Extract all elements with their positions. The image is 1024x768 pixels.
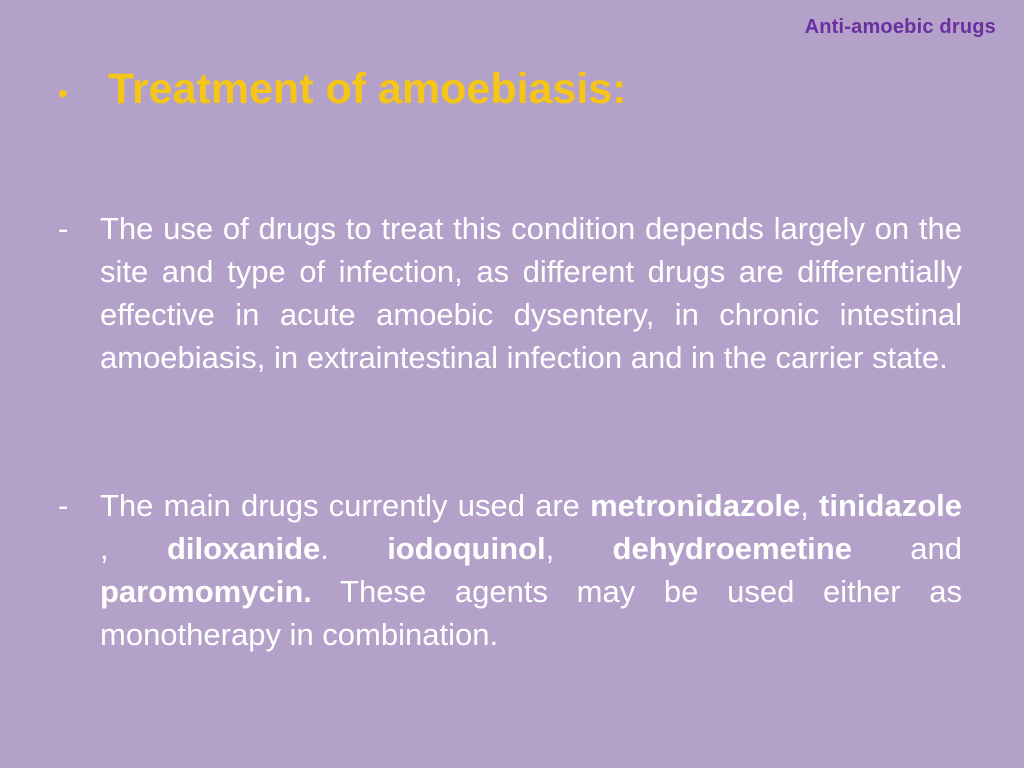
dash-marker: - bbox=[58, 211, 69, 246]
header-tag: Anti-amoebic drugs bbox=[804, 16, 996, 38]
dash-marker: - bbox=[58, 488, 69, 523]
text-run: , bbox=[545, 531, 613, 566]
drug-name-iodoquinol: iodoquinol bbox=[387, 531, 546, 566]
title-row bbox=[58, 66, 627, 113]
slide-title: Treatment of amoebiasis: bbox=[108, 65, 627, 113]
drug-name-dehydroemetine: dehydroemetine bbox=[612, 531, 852, 566]
bullet-icon: • bbox=[58, 78, 68, 109]
drug-name-tinidazole: tinidazole bbox=[819, 488, 962, 523]
text-run: , bbox=[100, 531, 167, 566]
drug-name-metronidazole: metronidazole bbox=[590, 488, 801, 523]
text-run: and bbox=[851, 531, 963, 566]
drug-name-diloxanide: diloxanide bbox=[166, 531, 321, 566]
drug-name-paromomycin: paromomycin. bbox=[100, 574, 312, 609]
paragraph-text bbox=[100, 484, 962, 656]
paragraph-text: The use of drugs to treat this condition depends largely on the site and type of infection, as different drugs are differentially effective in acute amoebic dysentery, in chronic intestinal amoebiasis, in extraintestinal infection and in the carrier state. bbox=[100, 211, 962, 375]
paragraph-site-dependence bbox=[58, 207, 962, 379]
text-run: , bbox=[800, 488, 820, 523]
paragraph-main-drugs bbox=[58, 484, 962, 656]
text-run: . bbox=[320, 531, 388, 566]
text-run: These agents may be used either as monotherapy in combination. bbox=[100, 574, 962, 652]
text-run: The main drugs currently used are bbox=[100, 488, 591, 523]
